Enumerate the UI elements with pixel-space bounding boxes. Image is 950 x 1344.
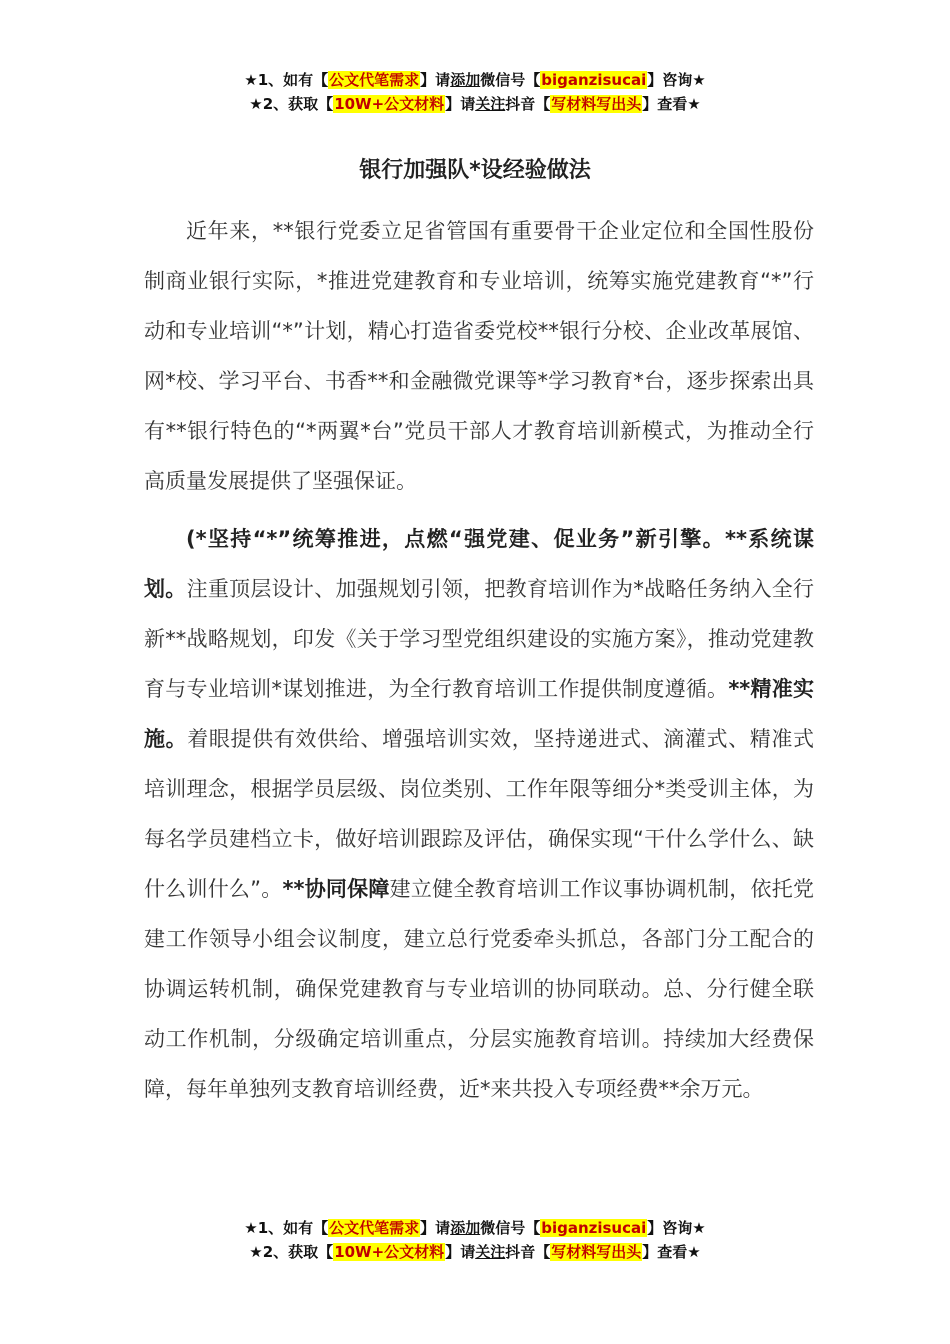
document-title: 银行加强队*设经验做法 bbox=[359, 158, 591, 183]
banner-text: 微信号【 bbox=[480, 71, 541, 89]
subheading-planning: **系统谋划。 bbox=[144, 527, 814, 601]
banner-text: ★2、获取【 bbox=[249, 1243, 334, 1261]
banner-underline: 关注 bbox=[475, 95, 506, 113]
banner-text: 微信号【 bbox=[480, 1219, 541, 1237]
banner-text: 】请 bbox=[420, 1219, 451, 1237]
banner-text: 抖音【 bbox=[505, 1243, 551, 1261]
banner-text: 】咨询★ bbox=[647, 71, 706, 89]
paragraph-section-1 bbox=[144, 514, 814, 1114]
section-text: 着眼提供有效供给、增强培训实效，坚持递进式、滴灌式、精准式培训理念，根据学员层级、岗位类别、工作年限等细分*类受训主体，为每名学员建档立卡，做好培训跟踪及评估，确保实现“干什么学什么、缺什么训什么”。 bbox=[144, 727, 815, 901]
section-heading: (*坚持“*”统筹推进，点燃“强党建、促业务”新引擎。 bbox=[186, 527, 725, 551]
banner-wechat-id: biganzisucai bbox=[541, 1219, 647, 1237]
banner-text: 】查看★ bbox=[642, 95, 701, 113]
banner-douyin-id: 写材料写出头 bbox=[551, 95, 642, 113]
banner-douyin-id: 写材料写出头 bbox=[551, 1243, 642, 1261]
banner-text: ★1、如有【 bbox=[244, 1219, 329, 1237]
banner-line-1 bbox=[0, 68, 950, 92]
banner-text: 】查看★ bbox=[642, 1243, 701, 1261]
footer-banner bbox=[0, 1216, 950, 1264]
section-text: 建立健全教育培训工作议事协调机制，依托党建工作领导小组会议制度，建立总行党委牵头抓总，各部门分工配合的协调运转机制，确保党建教育与专业培训的协同联动。总、分行健全联动工作机制，分级确定培训重点，分层实施教育培训。持续加大经费保障，每年单独列支教育培训经费，近*来共投入专项经费**余万元。 bbox=[144, 877, 814, 1101]
banner-underline: 添加 bbox=[450, 71, 481, 89]
header-banner bbox=[0, 68, 950, 116]
section-text: 注重顶层设计、加强规划引领，把教育培训作为*战略任务纳入全行新**战略规划，印发《关于学习型党组织建设的实施方案》，推动党建教育与专业培训*谋划推进，为全行教育培训工作提供制度遵循。 bbox=[144, 577, 815, 701]
banner-text: 】请 bbox=[445, 1243, 476, 1261]
banner-highlight: 公文代笔需求 bbox=[329, 1219, 420, 1237]
banner-text: 】请 bbox=[420, 71, 451, 89]
banner-underline: 添加 bbox=[450, 1219, 481, 1237]
banner-text: ★2、获取【 bbox=[249, 95, 334, 113]
banner-line-2 bbox=[0, 1240, 950, 1264]
banner-highlight: 10W+公文材料 bbox=[334, 1243, 445, 1261]
banner-line-1 bbox=[0, 1216, 950, 1240]
banner-highlight: 公文代笔需求 bbox=[329, 71, 420, 89]
banner-wechat-id: biganzisucai bbox=[541, 71, 647, 89]
subheading-implementation: **精准实施。 bbox=[144, 677, 815, 751]
document-body bbox=[144, 206, 814, 1114]
banner-highlight: 10W+公文材料 bbox=[334, 95, 445, 113]
banner-line-2 bbox=[0, 92, 950, 116]
paragraph-intro: 近年来，**银行党委立足省管国有重要骨干企业定位和全国性股份制商业银行实际，*推进党建教育和专业培训，统筹实施党建教育“*”行动和专业培训“*”计划，精心打造省委党校**银行分校、企业改革展馆、网*校、学习平台、书香**和金融微党课等*学习教育*台，逐步探索出具有**银行特色的“*两翼*台”党员干部人才教育培训新模式，为推动全行高质量发展提供了坚强保证。 bbox=[144, 219, 814, 493]
banner-text: 】咨询★ bbox=[647, 1219, 706, 1237]
banner-underline: 关注 bbox=[475, 1243, 506, 1261]
banner-text: ★1、如有【 bbox=[244, 71, 329, 89]
banner-text: 抖音【 bbox=[505, 95, 551, 113]
banner-text: 】请 bbox=[445, 95, 476, 113]
subheading-coordination: **协同保障 bbox=[282, 877, 390, 901]
